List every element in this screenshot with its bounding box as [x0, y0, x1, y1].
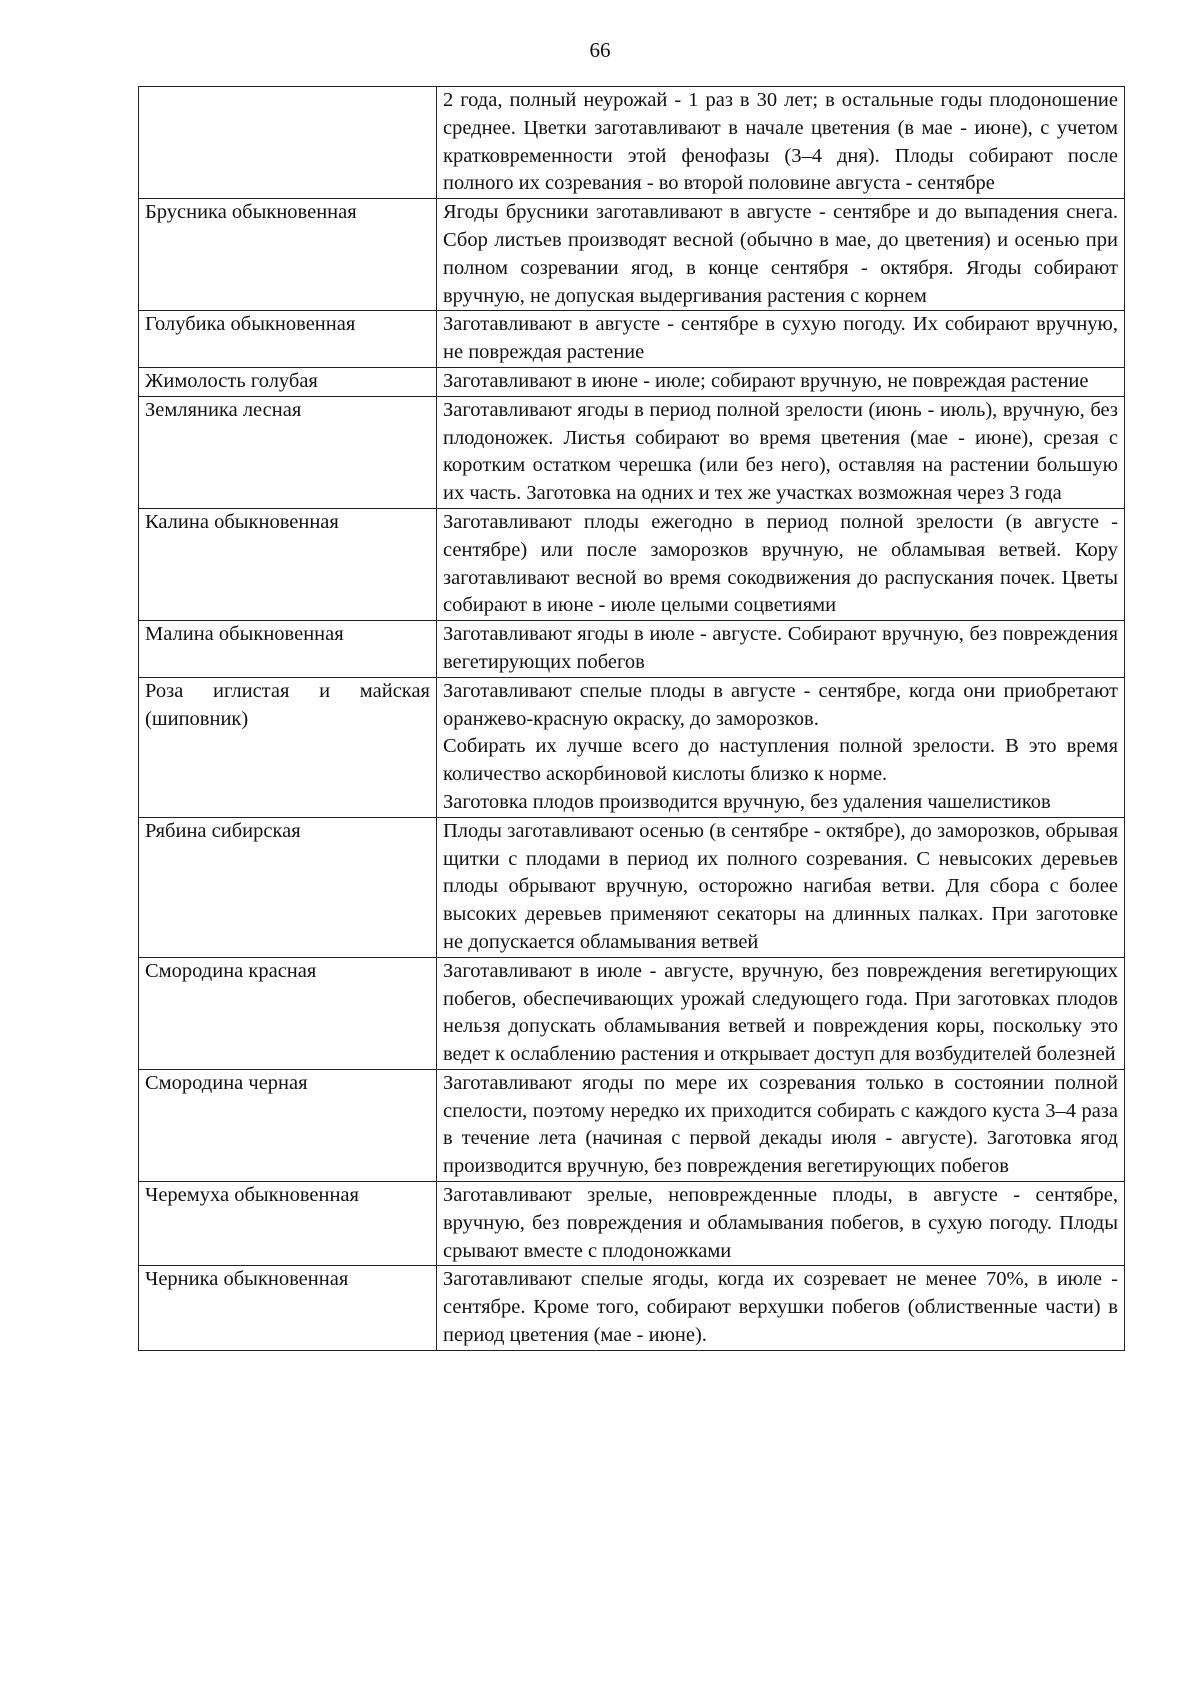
description-text: Заготавливают в июле - августе, вручную, без повреждения вегетирующих побегов, обеспечивающих урожай следующего года. При заготовках плодов нельзя допускать обламывания ветвей и повреждения коры, поскольку это ведет к ослаблению растения и открывает доступ для возбудителей болезней	[443, 959, 1118, 1066]
description-text: Заготавливают в июне - июле; собирают вручную, не повреждая растение	[443, 369, 1089, 392]
page-number: 66	[589, 38, 611, 62]
table-row	[139, 508, 1125, 620]
description-text: Заготовка плодов производится вручную, без удаления чашелистиков	[443, 790, 1051, 813]
description-cell	[437, 199, 1125, 311]
species-cell: Рябина сибирская	[139, 817, 437, 957]
description-text: 2 года, полный неурожай - 1 раз в 30 лет; в остальные годы плодоношение среднее. Цветки заготавливают в начале цветения (в мае - июне), с учетом кратковременности этой фенофазы (3–4 дня). Плоды собирают после полного их созревания - во второй половине августа - сентябре	[443, 89, 1118, 195]
table-row	[139, 1069, 1125, 1181]
description-cell	[437, 677, 1125, 817]
species-cell: Жимолость голубая	[139, 367, 437, 396]
description-cell	[437, 1266, 1125, 1350]
table-row	[139, 677, 1125, 817]
description-cell	[437, 957, 1125, 1069]
description-text: Заготавливают ягоды по мере их созревания только в состоянии полной спелости, поэтому нередко их приходится собирать с каждого куста 3–4 раза в течение лета (начиная с первой декады июля - августе). Заготовка ягод производится вручную, без повреждения вегетирующих побегов	[443, 1071, 1118, 1178]
description-cell	[437, 621, 1125, 678]
species-cell: Черемуха обыкновенная	[139, 1182, 437, 1266]
description-cell	[437, 396, 1125, 508]
table-body	[139, 87, 1125, 1351]
species-cell: Брусника обыкновенная	[139, 199, 437, 311]
species-cell: Калина обыкновенная	[139, 508, 437, 620]
species-cell: Роза иглистая и майская (шиповник)	[139, 677, 437, 817]
table-row	[139, 396, 1125, 508]
species-cell	[139, 87, 437, 199]
table-row	[139, 87, 1125, 199]
table-row	[139, 817, 1125, 957]
description-text: Заготавливают плоды ежегодно в период полной зрелости (в августе - сентябре) или после заморозков вручную, не обламывая ветвей. Кору заготавливают весной во время сокодвижения до распускания почек. Цветы собирают в июне - июле целыми соцветиями	[443, 510, 1118, 617]
description-cell	[437, 508, 1125, 620]
description-text: Ягоды брусники заготавливают в августе - сентябре и до выпадения снега. Сбор листьев производят весной (обычно в мае, до цветения) и осенью при полном созревании ягод, в конце сентября - октября. Ягоды собирают вручную, не допуская выдергивания растения с корнем	[443, 201, 1118, 307]
table-row	[139, 199, 1125, 311]
description-cell	[437, 1069, 1125, 1181]
description-text: Заготавливают спелые ягоды, когда их созревает не менее 70%, в июле - сентябре. Кроме того, собирают верхушки побегов (облиственные части) в период цветения (мае - июне).	[443, 1268, 1118, 1347]
table-row	[139, 1266, 1125, 1350]
description-text: Заготавливают ягоды в период полной зрелости (июнь - июль), вручную, без плодоножек. Листья собирают во время цветения (мае - июне), срезая с коротким остатком черешка (или без него), оставляя на растении большую их часть. Заготовка на одних и тех же участках возможная через 3 года	[443, 398, 1118, 505]
species-cell: Голубика обыкновенная	[139, 311, 437, 368]
table-row	[139, 957, 1125, 1069]
description-text: Заготавливают зрелые, неповрежденные плоды, в августе - сентябре, вручную, без повреждения и обламывания побегов, в сухую погоду. Плоды срывают вместе с плодоножками	[443, 1184, 1118, 1262]
description-text: Плоды заготавливают осенью (в сентябре - октябре), до заморозков, обрывая щитки с плодами в период их полного созревания. С невысоких деревьев плоды обрывают вручную, осторожно нагибая ветви. Для сбора с более высоких деревьев применяют секаторы на длинных палках. При заготовке не допускается обламывания ветвей	[443, 819, 1118, 953]
species-cell: Земляника лесная	[139, 396, 437, 508]
description-cell	[437, 311, 1125, 368]
species-cell: Малина обыкновенная	[139, 621, 437, 678]
description-cell	[437, 87, 1125, 199]
species-cell: Смородина красная	[139, 957, 437, 1069]
description-text: Заготавливают спелые плоды в августе - сентябре, когда они приобретают оранжево-красную окраску, до заморозков.	[443, 679, 1118, 730]
description-text: Заготавливают ягоды в июле - августе. Собирают вручную, без повреждения вегетирующих побегов	[443, 623, 1118, 673]
table-row	[139, 621, 1125, 678]
table-row	[139, 367, 1125, 396]
description-cell	[437, 817, 1125, 957]
species-cell: Смородина черная	[139, 1069, 437, 1181]
table-row	[139, 311, 1125, 368]
harvest-table	[138, 86, 1125, 1351]
species-cell: Черника обыкновенная	[139, 1266, 437, 1350]
description-cell	[437, 1182, 1125, 1266]
description-text: Собирать их лучше всего до наступления полной зрелости. В это время количество аскорбиновой кислоты близко к норме.	[443, 735, 1118, 786]
description-text: Заготавливают в августе - сентябре в сухую погоду. Их собирают вручную, не повреждая растение	[443, 313, 1118, 364]
description-cell	[437, 367, 1125, 396]
table-row	[139, 1182, 1125, 1266]
